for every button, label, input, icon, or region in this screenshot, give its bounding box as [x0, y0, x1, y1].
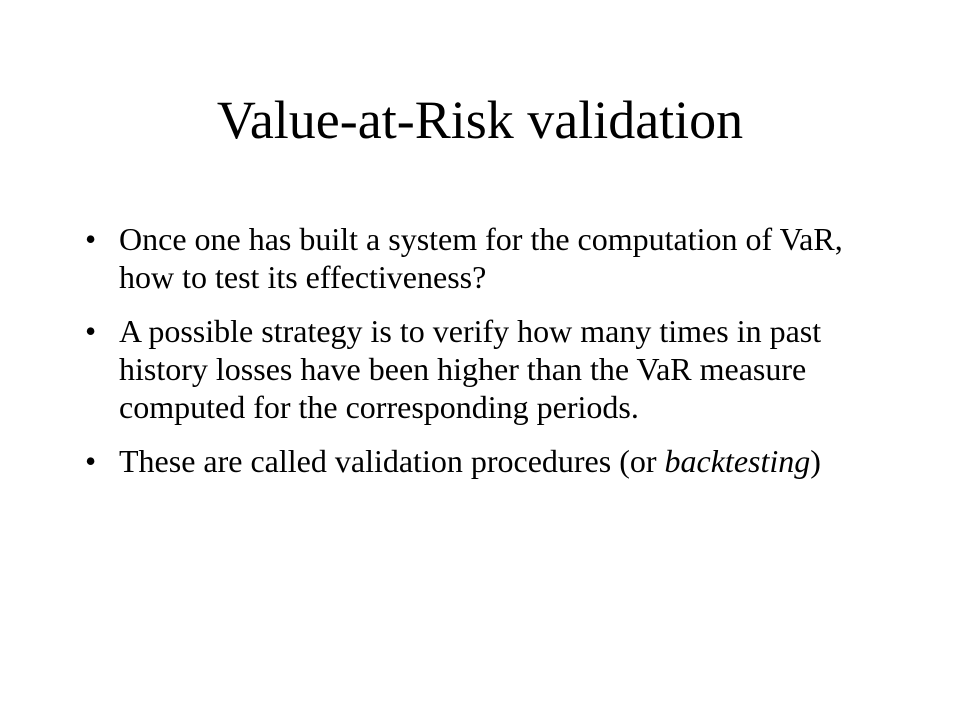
bullet-text: A possible strategy is to verify how many times in past history losses have been higher than the VaR measure computed for the corresponding periods.: [119, 313, 822, 425]
bullet-text-emphasis: backtesting: [664, 443, 811, 479]
bullet-icon: •: [85, 313, 97, 349]
bullet-icon: •: [85, 443, 97, 479]
bullet-icon: •: [85, 221, 97, 257]
bullet-item: [85, 442, 885, 480]
bullet-text-lead: These are called validation procedures (or: [119, 443, 665, 479]
bullet-item: [85, 312, 885, 426]
slide-title: Value-at-Risk validation: [216, 90, 744, 150]
bullet-item: [85, 220, 885, 296]
bullet-text: Once one has built a system for the computation of VaR, how to test its effectiveness?: [119, 221, 843, 295]
bullet-list: [85, 220, 885, 496]
bullet-text-tail: ): [810, 443, 821, 479]
